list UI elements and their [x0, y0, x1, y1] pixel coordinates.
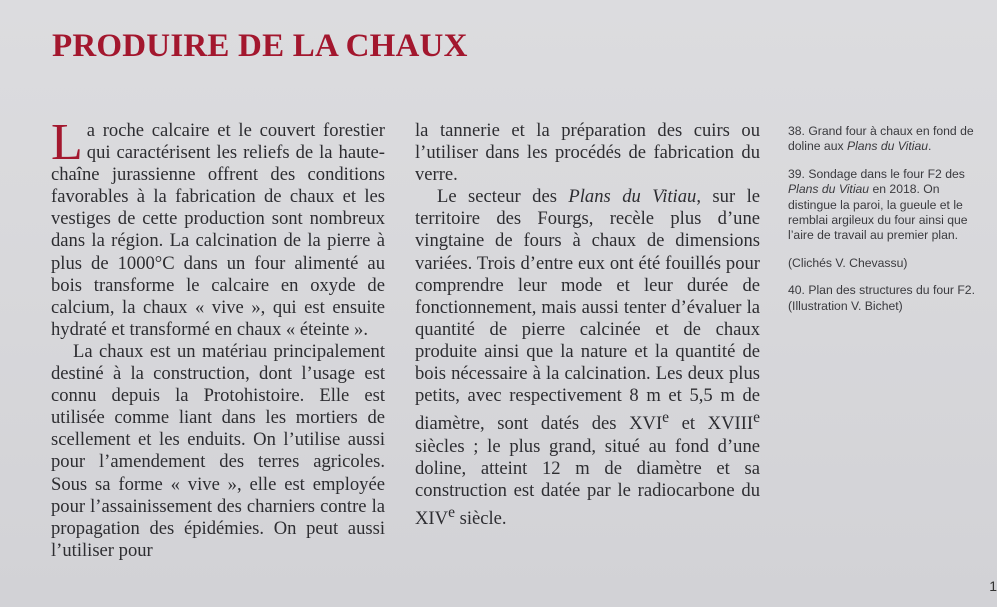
figure-captions [788, 124, 983, 326]
page-number: 1 [989, 578, 997, 594]
drop-cap: L [51, 114, 83, 171]
caption-39: 39. Sondage dans le four F2 des Plans du Vitiau en 2018. On distingue la paroi, la gueule et le remblai argileux du four ainsi que l’aire de travail au premier plan. [788, 166, 968, 243]
paragraph-intro [51, 114, 385, 341]
paragraph-uses: La chaux est un matériau principalement destiné à la construction, dont l’usage est connu depuis la Protohistoire. Elle est utilisée comme liant dans les mortiers de scellement et les enduits. On l’utilise aussi pour l’amendement des terres agricoles. Sous sa forme « vive », elle est employée pour l’assainissement des charniers contre la propagation des épidémies. On peut aussi l’utiliser pour [51, 340, 385, 561]
photo-credit: (Clichés V. Chevassu) [788, 255, 908, 270]
place-name: Plans du Vitiau [568, 186, 697, 208]
page-title: PRODUIRE DE LA CHAUX [52, 28, 468, 64]
text-column-1 [51, 114, 385, 562]
caption-40: 40. Plan des structures du four F2. (Illustration V. Bichet) [788, 283, 975, 313]
paragraph-site: Le secteur des Plans du Vitiau, sur le territoire des Fourgs, recèle plus d’une vingtaine de fours à chaux de dimensions variées. Trois d’entre eux ont été fouillés pour comprendre leur mode et leur durée de fonctionnement, mais aussi tenter d’évaluer la quantité de pierre calcinée et de chaux produite ainsi que la nature et la quantité de bois nécessaire à la calcination. Les deux plus petits, avec respectivement 8 m et 5,5 m de diamètre, sont datés des XVIe et XVIIIe siècles ; le plus grand, situé au fond d’une doline, atteint 12 m de diamètre et sa construction est datée par le radiocarbone du XIVe siècle. [415, 186, 760, 529]
caption-38: 38. Grand four à chaux en fond de doline aux Plans du Vitiau. [788, 124, 974, 154]
paragraph-uses-continued: la tannerie et la préparation des cuirs ou l’utiliser dans les procédés de fabrication du verre. [415, 120, 760, 186]
text-column-2 [415, 120, 760, 530]
paragraph-intro-text: a roche calcaire et le couvert forestier qui caractérisent les reliefs de la haute-chaîne jurassienne offrent des conditions favorables à la fabrication de chaux et les vestiges de cette production sont nombreux dans la région. La calcination de la pierre à plus de 1000°C dans un four alimenté au bois transforme le calcaire en oxyde de calcium, la chaux « vive », qui est ensuite hydraté et transformé en chaux « éteinte ». [51, 120, 385, 340]
